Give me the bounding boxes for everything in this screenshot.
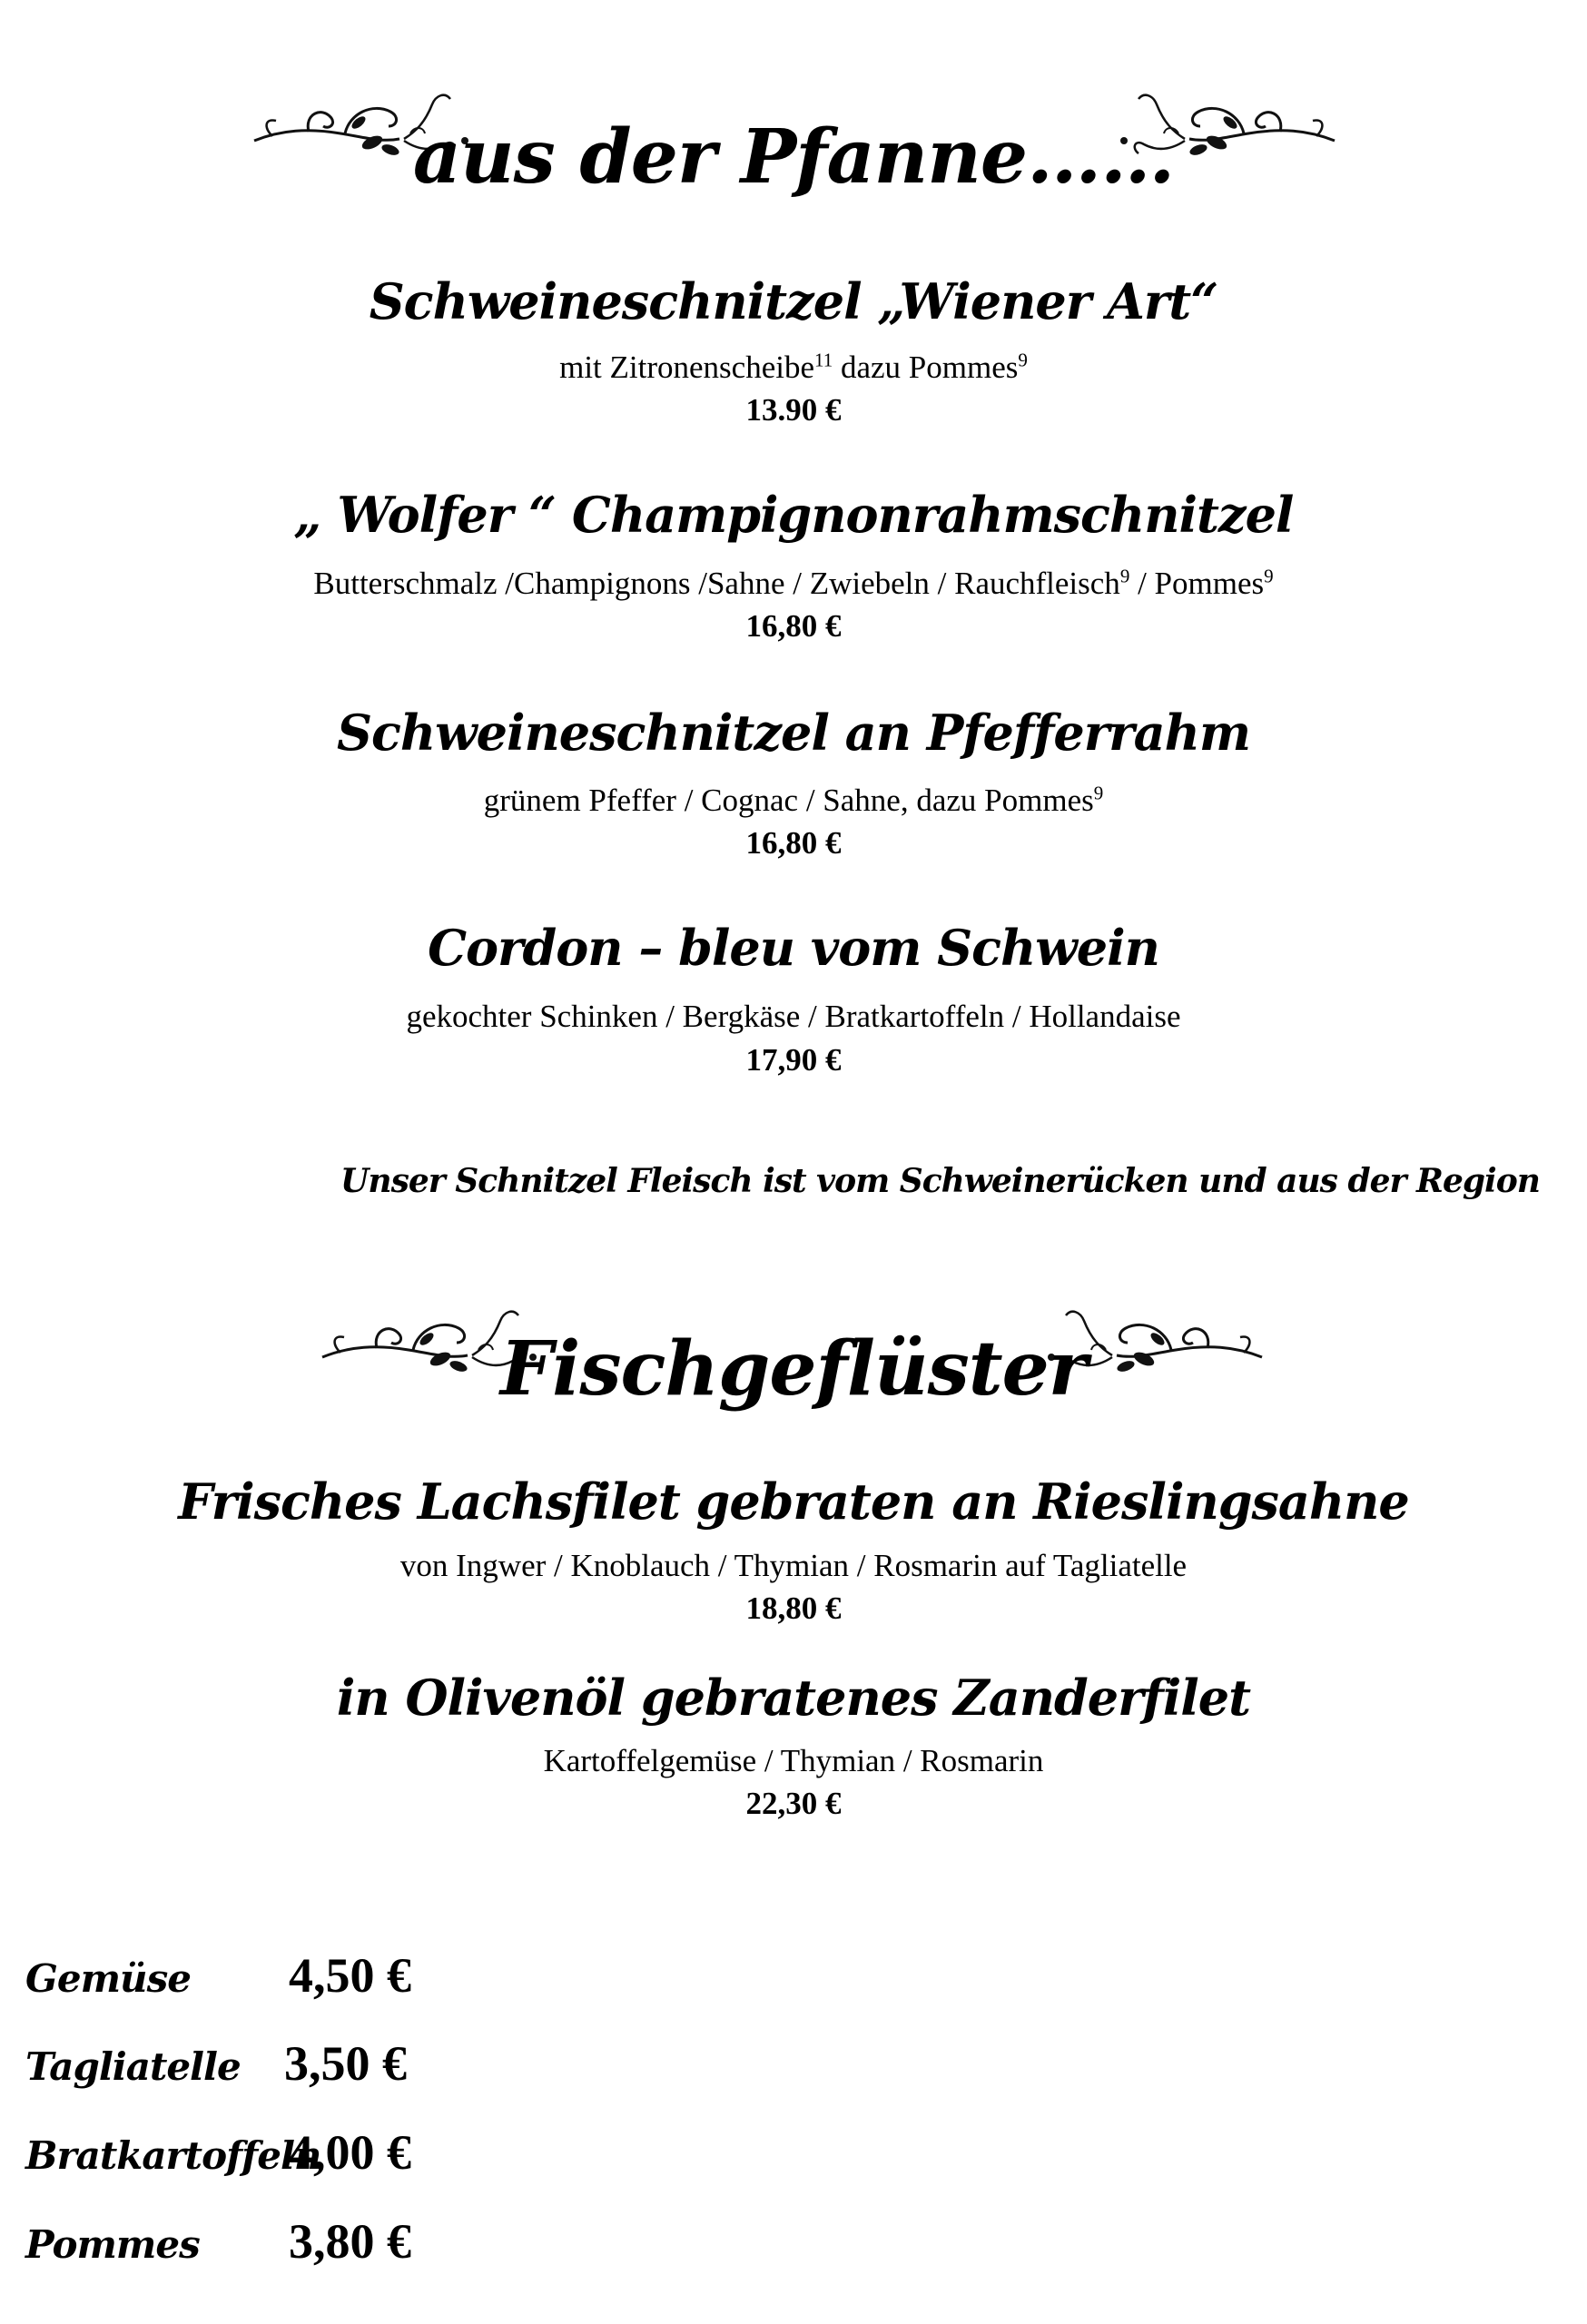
side-name: Pommes xyxy=(25,2222,200,2267)
side-name: Bratkartoffeln xyxy=(25,2133,321,2178)
side-price: 4,00 € xyxy=(289,2125,411,2180)
side-name: Gemüse xyxy=(25,1956,191,2001)
dish-price: 16,80 € xyxy=(745,825,842,861)
dish-description: mit Zitronenscheibe$^{11}$ dazu Pommes$^9$ xyxy=(559,349,1028,385)
dish-name: Cordon – bleu vom Schwein xyxy=(428,919,1159,977)
dish-price: 13.90 € xyxy=(745,392,842,428)
dish-description: Kartoffelgemüse / Thymian / Rosmarin xyxy=(543,1743,1044,1778)
dish-price: 17,90 € xyxy=(745,1042,842,1078)
dish-description: von Ingwer / Knoblauch / Thymian / Rosmarin auf Tagliatelle xyxy=(399,1548,1188,1583)
side-price: 4,50 € xyxy=(289,1948,411,2003)
side-name: Tagliatelle xyxy=(25,2044,241,2089)
dish-price: 16,80 € xyxy=(745,608,842,644)
dish-description: Butterschmalz /Champignons /Sahne / Zwiebeln / Rauchfleisch$^9$ / Pommes$^9$ xyxy=(313,565,1274,601)
dish-description: grünem Pfeffer / Cognac / Sahne, dazu Pommes$^9$ xyxy=(483,782,1104,818)
dish-name: Frisches Lachsfilet gebraten an Rieslingsahne xyxy=(178,1472,1409,1531)
dish-name: „ Wolfer “ Champignonrahmschnitzel xyxy=(293,486,1294,544)
side-price: 3,50 € xyxy=(284,2036,407,2091)
section-heading-fish: Fischgeflüster xyxy=(499,1325,1088,1413)
dish-price: 22,30 € xyxy=(745,1786,842,1821)
dish-name: in Olivenöl gebratenes Zanderfilet xyxy=(336,1669,1251,1727)
dish-price: 18,80 € xyxy=(745,1590,842,1626)
dish-name: Schweineschnitzel „Wiener Art“ xyxy=(369,272,1218,330)
section-heading-pan: aus der Pfanne…… xyxy=(412,113,1175,201)
dish-name: Schweineschnitzel an Pfefferrahm xyxy=(336,704,1251,762)
side-price: 3,80 € xyxy=(289,2214,411,2269)
dish-description: gekochter Schinken / Bergkäse / Bratkartoffeln / Hollandaise xyxy=(406,999,1181,1034)
region-note: Unser Schnitzel Fleisch ist vom Schweinerücken und aus der Region xyxy=(340,1162,1540,1200)
